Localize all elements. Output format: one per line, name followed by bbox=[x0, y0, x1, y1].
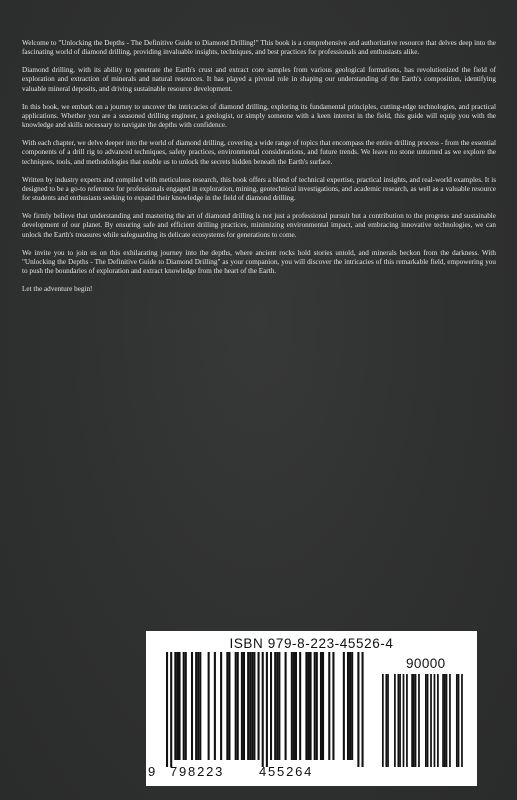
isbn-barcode bbox=[146, 631, 477, 786]
barcode-bar bbox=[310, 652, 312, 760]
barcode-bar bbox=[241, 652, 243, 760]
barcode-bar bbox=[208, 652, 210, 760]
blurb-paragraph-6: We firmly believe that understanding and mastering the art of diamond drilling is not just a professional pursuit but a contribution to the progress and sustainable development of our planet. By ensuring safe and efficient drilling practices, minimizing environmental impact, and embracing innovative technologies, we can unlock the Earth's treasures while safeguarding its delicate ecosystems for generations to come. bbox=[22, 212, 496, 239]
addon-bar bbox=[411, 674, 413, 767]
addon-bar bbox=[399, 674, 401, 767]
barcode-digits-right: 455264 bbox=[259, 764, 314, 779]
barcode-bar bbox=[191, 652, 193, 760]
barcode-bar bbox=[328, 652, 330, 760]
barcode-bar bbox=[349, 652, 351, 760]
blurb-paragraph-3: In this book, we embark on a journey to uncover the intricacies of diamond drilling, exploring its fundamental principles, cutting-edge technologies, and practical applications. Whether you are a seasoned drilling engineer, a geologist, or simply someone with a keen interest in the field, this guide will equip you with the knowledge and skills necessary to navigate the depths with confidence. bbox=[22, 102, 496, 130]
addon-bar bbox=[427, 674, 429, 767]
barcode-bar bbox=[347, 652, 349, 760]
barcode-bar bbox=[285, 652, 287, 760]
barcode-bar bbox=[237, 652, 239, 760]
barcode-bar bbox=[362, 652, 364, 767]
barcode-bar bbox=[176, 652, 178, 760]
barcode-bar bbox=[228, 652, 230, 760]
addon-bar bbox=[415, 674, 417, 767]
blurb-paragraph-5: Written by industry experts and compiled with meticulous research, this book offers a blend of technical expertise, practical insights, and real-world examples. It is designed to be a go-to reference for professionals engaged in exploration, mining, geotechnical investigations, and academic research, as well as a valuable resource for students and enthusiasts seeking to expand their knowledge in the field of diamond drilling. bbox=[22, 175, 496, 203]
barcode-bar bbox=[278, 652, 280, 760]
barcode-bar bbox=[320, 652, 322, 760]
barcode-bar bbox=[276, 652, 278, 760]
blurb-paragraph-8: Let the adventure begin! bbox=[22, 285, 93, 294]
addon-bar bbox=[387, 674, 389, 767]
addon-bar bbox=[413, 674, 415, 767]
addon-bar bbox=[418, 674, 420, 767]
barcode-bar bbox=[170, 652, 172, 767]
barcode-bar bbox=[343, 652, 345, 760]
barcode-bar bbox=[351, 652, 353, 760]
barcode-bar bbox=[307, 652, 309, 760]
barcode-bar bbox=[243, 652, 245, 760]
barcode-bar bbox=[274, 652, 276, 760]
barcode-bar bbox=[195, 652, 197, 760]
barcode-bar bbox=[291, 652, 293, 760]
isbn-label: ISBN 979-8-223-45526-4 bbox=[229, 636, 394, 651]
barcode-bar bbox=[185, 652, 187, 760]
barcode-bar bbox=[316, 652, 318, 760]
blurb-paragraph-7: We invite you to join us on this exhilarating journey into the depths, where ancient rocks hold stories untold, and minerals beckon from the darkness. With "Unlocking the Depths - The Definitive Guide to Diamond Drilling" as your companion, you will discover the intricacies of this remarkable field, empowering you to push the boundaries of exploration and extract knowledge from the heart of the Earth. bbox=[22, 248, 496, 276]
barcode-bar bbox=[299, 652, 301, 760]
barcode-bar bbox=[166, 652, 168, 767]
addon-bar bbox=[444, 674, 446, 767]
addon-bar bbox=[437, 674, 439, 767]
barcode-bar bbox=[266, 652, 268, 767]
addon-bar bbox=[425, 674, 427, 767]
barcode-bar bbox=[253, 652, 255, 760]
barcode-bar bbox=[183, 652, 185, 760]
barcode-bar bbox=[251, 652, 253, 760]
addon-bar bbox=[382, 674, 384, 767]
barcode-bar bbox=[322, 652, 324, 760]
barcode-bars bbox=[146, 631, 477, 786]
addon-bar bbox=[394, 674, 396, 767]
barcode-bar bbox=[197, 652, 199, 760]
addon-bar bbox=[397, 674, 399, 767]
barcode-bar bbox=[247, 652, 249, 760]
blurb-paragraph-4: With each chapter, we delve deeper into the world of diamond drilling, covering a wide range of topics that encompass the entire drilling process - from the essential components of a drill rig to advanced techniques, safety practices, environmental considerations, and future trends. We leave no stone unturned as we explore the techniques, tools, and methodologies that enable us to unlock the secrets hidden beneath the Earth's surface. bbox=[22, 139, 496, 166]
barcode-digit-prefix: 9 bbox=[148, 764, 156, 779]
addon-bar bbox=[456, 674, 458, 767]
barcode-bar bbox=[357, 652, 359, 767]
barcode-bar bbox=[295, 652, 297, 760]
barcode-bar bbox=[249, 652, 251, 760]
addon-bar bbox=[403, 674, 405, 767]
barcode-bar bbox=[199, 652, 201, 760]
barcode-bar bbox=[258, 652, 260, 760]
blurb-paragraph-1: Welcome to "Unlocking the Depths - The Definitive Guide to Diamond Drilling!" This book is a comprehensive and authoritative resource that delves deep into the fascinating world of diamond drilling, providing invaluable insights, techniques, and best practices for professionals and enthusiasts alike. bbox=[22, 39, 496, 57]
addon-bar bbox=[458, 674, 460, 767]
barcode-bar bbox=[293, 652, 295, 760]
barcode-bar bbox=[174, 652, 176, 760]
barcode-bar bbox=[235, 652, 237, 760]
blurb-paragraph-2: Diamond drilling, with its ability to penetrate the Earth's crust and extract core samples from various geological formations, has revolutionized the field of exploration and extraction of minerals and natural resources. It has played a pivotal role in shaping our understanding of the Earth's composition, identifying valuable mineral deposits, and driving sustainable resource development. bbox=[22, 66, 496, 93]
addon-bar bbox=[449, 674, 451, 767]
barcode-bar bbox=[305, 652, 307, 760]
addon-bar bbox=[385, 674, 387, 767]
price-code: 90000 bbox=[406, 656, 446, 671]
barcode-bar bbox=[178, 652, 180, 760]
barcode-bar bbox=[332, 652, 334, 760]
barcode-digits-left: 798223 bbox=[170, 764, 225, 779]
addon-bar bbox=[446, 674, 448, 767]
addon-bar bbox=[406, 674, 408, 767]
addon-bar bbox=[434, 674, 436, 767]
barcode-bar bbox=[262, 652, 264, 767]
addon-bar bbox=[461, 674, 463, 767]
back-cover-blurb bbox=[22, 39, 496, 303]
barcode-bar bbox=[270, 652, 272, 760]
barcode-bar bbox=[226, 652, 228, 760]
addon-bar bbox=[442, 674, 444, 767]
barcode-bar bbox=[214, 652, 216, 760]
barcode-bar bbox=[314, 652, 316, 760]
barcode-bar bbox=[220, 652, 222, 760]
addon-bar bbox=[430, 674, 432, 767]
